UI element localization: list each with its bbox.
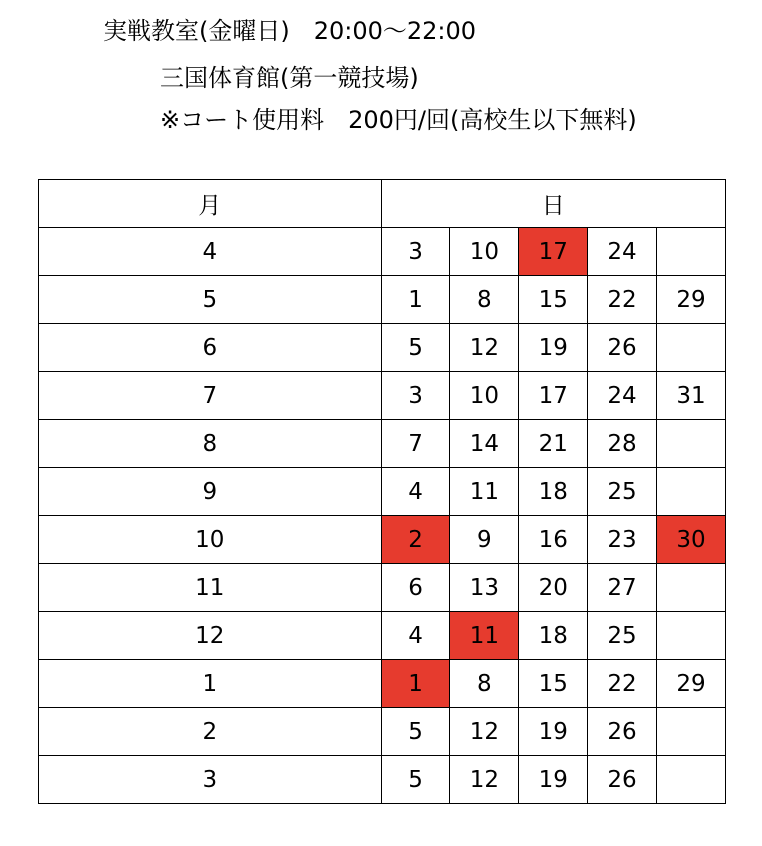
day-cell: 9 [450,516,519,564]
schedule-table [38,179,726,804]
day-cell-highlighted: 11 [450,612,519,660]
day-cell: 10 [450,228,519,276]
day-cell: 12 [450,324,519,372]
day-cell: 13 [450,564,519,612]
day-cell-highlighted: 1 [381,660,450,708]
day-cell: 15 [519,276,588,324]
day-cell: 25 [588,612,657,660]
table-row [39,564,726,612]
month-column-header: 月 [39,180,382,228]
day-cell: 6 [381,564,450,612]
title-line: 実戦教室(金曜日) 20:00～22:00 [103,17,477,45]
day-cell: 27 [588,564,657,612]
day-column-header: 日 [381,180,725,228]
day-cell: 7 [381,420,450,468]
month-cell: 3 [39,756,382,804]
month-cell: 7 [39,372,382,420]
day-cell [656,228,725,276]
table-row [39,660,726,708]
table-header-row [39,180,726,228]
day-cell: 19 [519,708,588,756]
day-cell: 29 [656,276,725,324]
day-cell [656,420,725,468]
day-cell: 20 [519,564,588,612]
day-cell: 24 [588,228,657,276]
day-cell [656,468,725,516]
day-cell: 15 [519,660,588,708]
day-cell: 4 [381,468,450,516]
day-cell: 19 [519,324,588,372]
day-cell: 16 [519,516,588,564]
day-cell: 10 [450,372,519,420]
day-cell: 5 [381,708,450,756]
day-cell [656,324,725,372]
day-cell: 22 [588,276,657,324]
day-cell: 29 [656,660,725,708]
day-cell: 26 [588,324,657,372]
month-cell: 12 [39,612,382,660]
day-cell: 24 [588,372,657,420]
month-cell: 2 [39,708,382,756]
day-cell: 12 [450,708,519,756]
day-cell: 11 [450,468,519,516]
month-cell: 6 [39,324,382,372]
day-cell: 17 [519,372,588,420]
month-cell: 1 [39,660,382,708]
table-row [39,372,726,420]
day-cell: 18 [519,612,588,660]
day-cell: 8 [450,276,519,324]
month-cell: 5 [39,276,382,324]
day-cell: 18 [519,468,588,516]
day-cell [656,564,725,612]
table-row [39,516,726,564]
schedule-body [39,228,726,804]
day-cell: 3 [381,228,450,276]
day-cell [656,756,725,804]
table-row [39,276,726,324]
day-cell: 8 [450,660,519,708]
day-cell [656,708,725,756]
month-cell: 9 [39,468,382,516]
table-row [39,420,726,468]
day-cell: 4 [381,612,450,660]
day-cell: 31 [656,372,725,420]
fee-line: ※コート使用料 200円/回(高校生以下無料) [160,106,637,134]
day-cell: 3 [381,372,450,420]
day-cell: 5 [381,324,450,372]
day-cell: 26 [588,756,657,804]
table-row [39,708,726,756]
day-cell: 14 [450,420,519,468]
day-cell: 28 [588,420,657,468]
day-cell: 1 [381,276,450,324]
month-cell: 10 [39,516,382,564]
day-cell-highlighted: 17 [519,228,588,276]
table-row [39,756,726,804]
table-row [39,228,726,276]
month-cell: 4 [39,228,382,276]
day-cell: 19 [519,756,588,804]
month-cell: 8 [39,420,382,468]
day-cell: 25 [588,468,657,516]
venue-line: 三国体育館(第一競技場) [160,64,419,92]
day-cell: 26 [588,708,657,756]
day-cell: 12 [450,756,519,804]
day-cell: 23 [588,516,657,564]
table-row [39,324,726,372]
day-cell: 22 [588,660,657,708]
day-cell: 21 [519,420,588,468]
table-row [39,468,726,516]
month-cell: 11 [39,564,382,612]
day-cell-highlighted: 2 [381,516,450,564]
table-row [39,612,726,660]
day-cell [656,612,725,660]
day-cell-highlighted: 30 [656,516,725,564]
day-cell: 5 [381,756,450,804]
